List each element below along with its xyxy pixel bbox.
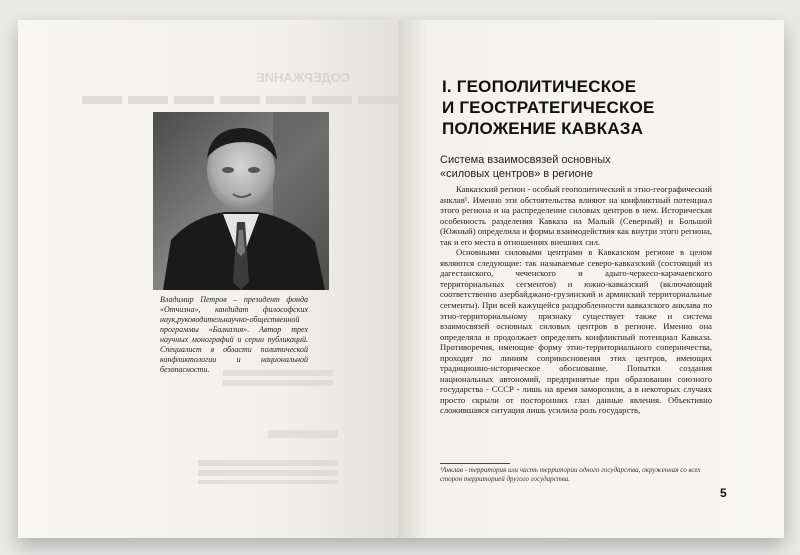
chapter-title bbox=[442, 76, 702, 139]
show-through-text: СОДЕРЖАНИЕ bbox=[256, 70, 350, 85]
show-through-text bbox=[198, 460, 338, 484]
footnote: ¹Анклав - территория или часть территории одного государства, окруженная со всех сторон территорией другого государства. bbox=[440, 466, 701, 483]
chapter-title-line: ПОЛОЖЕНИЕ КАВКАЗА bbox=[442, 119, 644, 138]
paragraph: Кавказский регион - особый геополитический и этно-географический анклав¹. Именно эти обстоятельства влияют на конфликтный потенциал этого региона и на распределение силовых центров в нем. Историческая особенность разделения Кавказа на Малый (Северный) и Большой (Южный) определила и формы взаимодействия как внутри этого региона, так и его места в отношениях внешних сил. bbox=[440, 184, 712, 247]
page-number: 5 bbox=[720, 486, 727, 500]
author-photo bbox=[153, 112, 329, 290]
section-heading-line: Система взаимосвязей основных bbox=[440, 154, 611, 166]
body-text bbox=[440, 184, 712, 416]
chapter-title-line: И ГЕОСТРАТЕГИЧЕСКОЕ bbox=[442, 98, 655, 117]
section-heading bbox=[440, 153, 690, 181]
chapter-title-line: I. ГЕОПОЛИТИЧЕСКОЕ bbox=[442, 77, 637, 96]
section-heading-line: «силовых центров» в регионе bbox=[440, 168, 593, 180]
show-through-text bbox=[78, 96, 398, 104]
footnote-rule bbox=[440, 463, 510, 464]
show-through-text bbox=[268, 430, 338, 438]
photo-caption: Владимир Петров – президент фонда «Отчизна», кандидат философских наук,руководительнаучно-общественной программы «Балказия». Автор трех научных монографий и серии публикаций. Специалист в области политической конфликтологии и национальной безопасности. bbox=[160, 295, 308, 374]
left-page bbox=[18, 20, 398, 538]
portrait-image bbox=[153, 112, 329, 290]
paragraph: Основными силовыми центрами в Кавказском регионе в целом являются следующие: так называемые северо-кавказский (состоящий из дагестанского, чеченского и адыго-черкесо-карачаевского территориальных сегментов) и южно-кавказский (включающий соответственно азербайджано-грузинский и армянский территориальные сегменты). При всей кажущейся раздробленности кавказского анклава по этно-территориальному признаку существует также и система взаимосвязей основных силовых центров в регионе. Именно она определяла и продолжает определять конфликтный потенциал Кавказа. Противоречия, имеющие форму этно-территориального соперничества, проходят по линиям соприкосновения этих центров, имеющих традиционно-историческое обоснование. Попытки создания национальных автономий, предпринятые при образовании союзного государства - СССР - лишь на время заморозили, а в некоторых случаях просто скрыли от посторонних глаз данные явления. Объективно сложившаяся ситуация лишь усилила роль государств, bbox=[440, 247, 712, 416]
